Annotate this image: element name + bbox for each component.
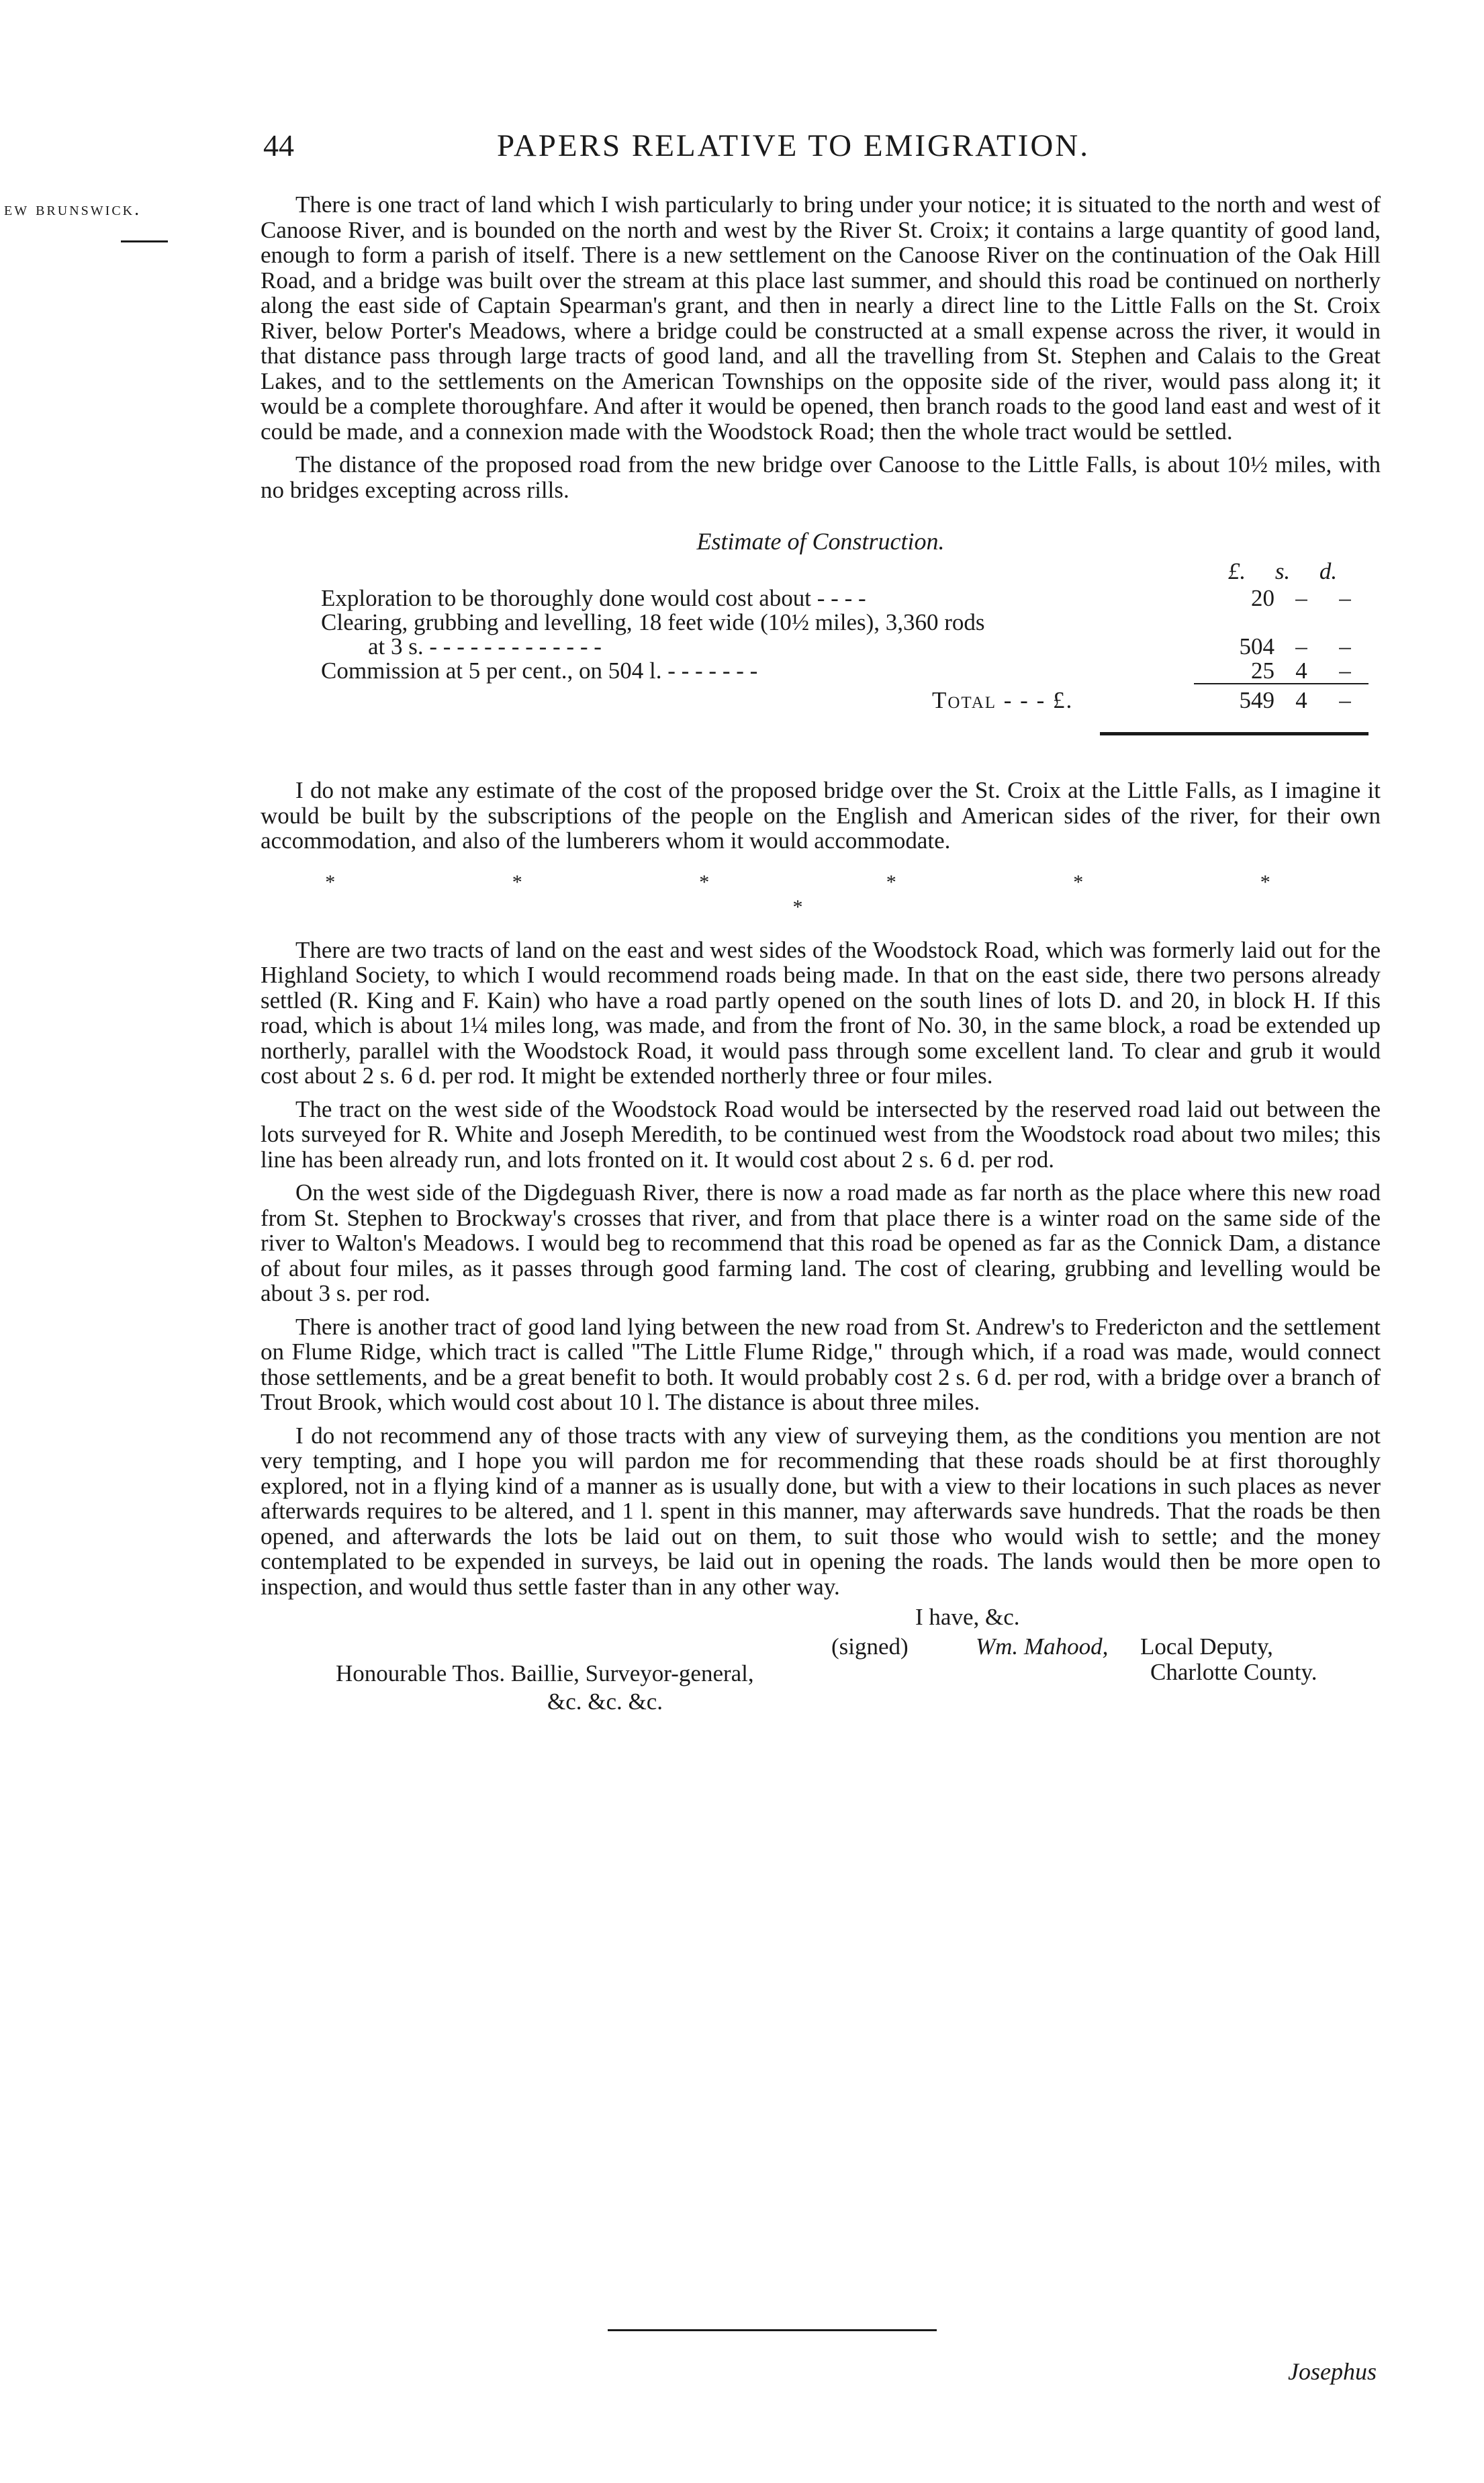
letter-closing <box>261 1605 1381 1772</box>
row-pence: – <box>1339 633 1351 660</box>
row-label: Commission at 5 per cent., on 504 l. - - - - - - - <box>321 658 758 684</box>
estimate-row <box>321 658 1351 684</box>
addressee-etc: &c. &c. &c. <box>547 1688 663 1715</box>
pounds-header: £. <box>1227 558 1246 584</box>
total-double-rule <box>1100 732 1369 735</box>
total-row <box>932 688 1369 713</box>
page-header <box>0 128 1484 181</box>
paragraph: There is one tract of land which I wish particularly to bring under your notice; it is situated to the north and west of Canoose River, and is bounded on the north and west by the River St. Croix; it contains a large quantity of good land, enough to form a parish of itself. There is a new settlement on the Canoose River on the continuation of the Oak Hill Road, and a bridge was built over the stream at this place last summer, and should this road be continued on northerly along the east side of Captain Spearman's grant, and then in nearly a direct line to the Little Falls on the St. Croix River, below Porter's Meadows, where a bridge could be constructed at a small expense across the river, it would in that distance pass through large tracts of good land, and all the travelling from St. Stephen and Calais to the Great Lakes, and to the settlements on the American Townships on the opposite side of the river, would pass along it; it would be a complete thoroughfare. And after it would be opened, then branch roads to the good land east and west of it could be made, and a connexion made with the Woodstock Road; then the whole tract would be settled. <box>261 191 1381 445</box>
salutation: I have, &c. <box>915 1604 1020 1630</box>
row-shillings: – <box>1295 585 1307 611</box>
row-shillings: – <box>1295 633 1307 660</box>
bottom-rule <box>608 2329 937 2331</box>
paragraph: I do not recommend any of those tracts with any view of surveying them, as the conditions you mention are not very tempting, and I hope you will pardon me for recommending that these roads should be at first thoroughly explored, not in a flying kind of a manner as is usually done, but with a view to their locations in such places as never afterwards requires to be altered, and 1 l. spent in this manner, may afterwards save hundreds. That the roads be then opened, and afterwards the lots be laid out on them, to suit those who would wish to settle; and the money contemplated to be expended in surveys, be laid out in opening the roads. The lands would then be more open to inspection, and would thus settle faster than in any other way. <box>261 1422 1381 1600</box>
total-pounds: 549 <box>1239 687 1274 713</box>
row-pounds: 25 <box>1251 658 1274 684</box>
currency-headers <box>1214 559 1351 584</box>
signatory-county: Charlotte County. <box>1150 1659 1317 1685</box>
running-title: PAPERS RELATIVE TO EMIGRATION. <box>497 128 1090 163</box>
pence-header: d. <box>1319 558 1338 584</box>
row-label: at 3 s. - - - - - - - - - - - - - <box>368 633 602 660</box>
row-pounds: 20 <box>1251 585 1274 611</box>
total-label: Total - - - £. <box>932 687 1074 713</box>
estimate-row <box>368 634 1375 660</box>
addressee: Honourable Thos. Baillie, Surveyor-general, <box>336 1660 754 1686</box>
estimate-row <box>321 585 1351 611</box>
paragraph: I do not make any estimate of the cost of the proposed bridge over the St. Croix at the Little Falls, as I imagine it would be built by the subscriptions of the people on the English and American sides of the river, for their own accommodation, and also of the lumberers whom it would accommodate. <box>261 777 1381 854</box>
row-label: Clearing, grubbing and levelling, 18 feet wide (10½ miles), 3,360 rods <box>321 609 985 635</box>
signatory-name: Wm. Mahood, <box>976 1633 1109 1660</box>
paragraph: On the west side of the Digdeguash River, there is now a road made as far north as the place where this new road from St. Stephen to Brockway's crosses that river, and from that place there is a winter road on the same side of the river to Walton's Meadows. I would beg to recommend that this road be opened as far as the Connick Dam, a distance of about four miles, as it passes through good farming land. The cost of clearing, grubbing and levelling would be about 3 s. per rod. <box>261 1179 1381 1306</box>
signatory-office: Local Deputy, <box>1140 1633 1273 1660</box>
row-pounds: 504 <box>1239 633 1274 660</box>
estimate-title: Estimate of Construction. <box>696 528 945 555</box>
paragraph: There is another tract of good land lying between the new road from St. Andrew's to Fredericton and the settlement on Flume Ridge, which tract is called "The Little Flume Ridge," through which, if a road was made, would connect those settlements, and be a great benefit to both. It would probably cost 2 s. 6 d. per rod, with a bridge over a branch of Trout Brook, which would cost about 10 l. The distance is about three miles. <box>261 1313 1381 1415</box>
paragraph: There are two tracts of land on the east and west sides of the Woodstock Road, which was formerly laid out for the Highland Society, to which I would recommend roads being made. In that on the east side, there two persons already settled (R. King and F. Kain) who have a road partly opened on the south lines of lots D. and 20, in block H. If this road, which is about 1¼ miles long, was made, and from the front of No. 30, in the same block, a road be extended up northerly, parallel with the Woodstock Road, it would pass through some excellent land. To clear and grub it would cost about 2 s. 6 d. per rod. It might be extended northerly three or four miles. <box>261 936 1381 1089</box>
total-shillings: 4 <box>1295 687 1307 713</box>
row-pence: – <box>1339 585 1351 611</box>
shillings-header: s. <box>1274 558 1291 584</box>
catchword: Josephus <box>1288 2358 1377 2385</box>
margin-note: ew brunswick. <box>4 199 142 220</box>
row-shillings: 4 <box>1295 658 1307 684</box>
paragraph: The distance of the proposed road from the new bridge over Canoose to the Little Falls, is about 10½ miles, with no bridges excepting across rills. <box>261 451 1381 503</box>
row-label: Exploration to be thoroughly done would cost about - - - - <box>321 585 866 611</box>
paragraph: The tract on the west side of the Woodstock Road would be intersected by the reserved road laid out between the lots surveyed for R. White and Joseph Meredith, to be continued west from the Woodstock road about two miles; this line has been already run, and lots fronted on it. It would cost about 2 s. 6 d. per rod. <box>261 1095 1381 1173</box>
signed-note: (signed) <box>831 1633 909 1660</box>
total-pence: – <box>1339 687 1351 713</box>
section-separator: * * * * * * * <box>325 870 1356 918</box>
estimate-row <box>321 610 1328 635</box>
page-number: 44 <box>263 128 294 163</box>
margin-rule <box>121 240 168 242</box>
row-pence: – <box>1339 658 1351 684</box>
body-text <box>261 192 1381 1772</box>
total-rule <box>1194 683 1369 684</box>
estimate-table <box>261 529 1381 778</box>
